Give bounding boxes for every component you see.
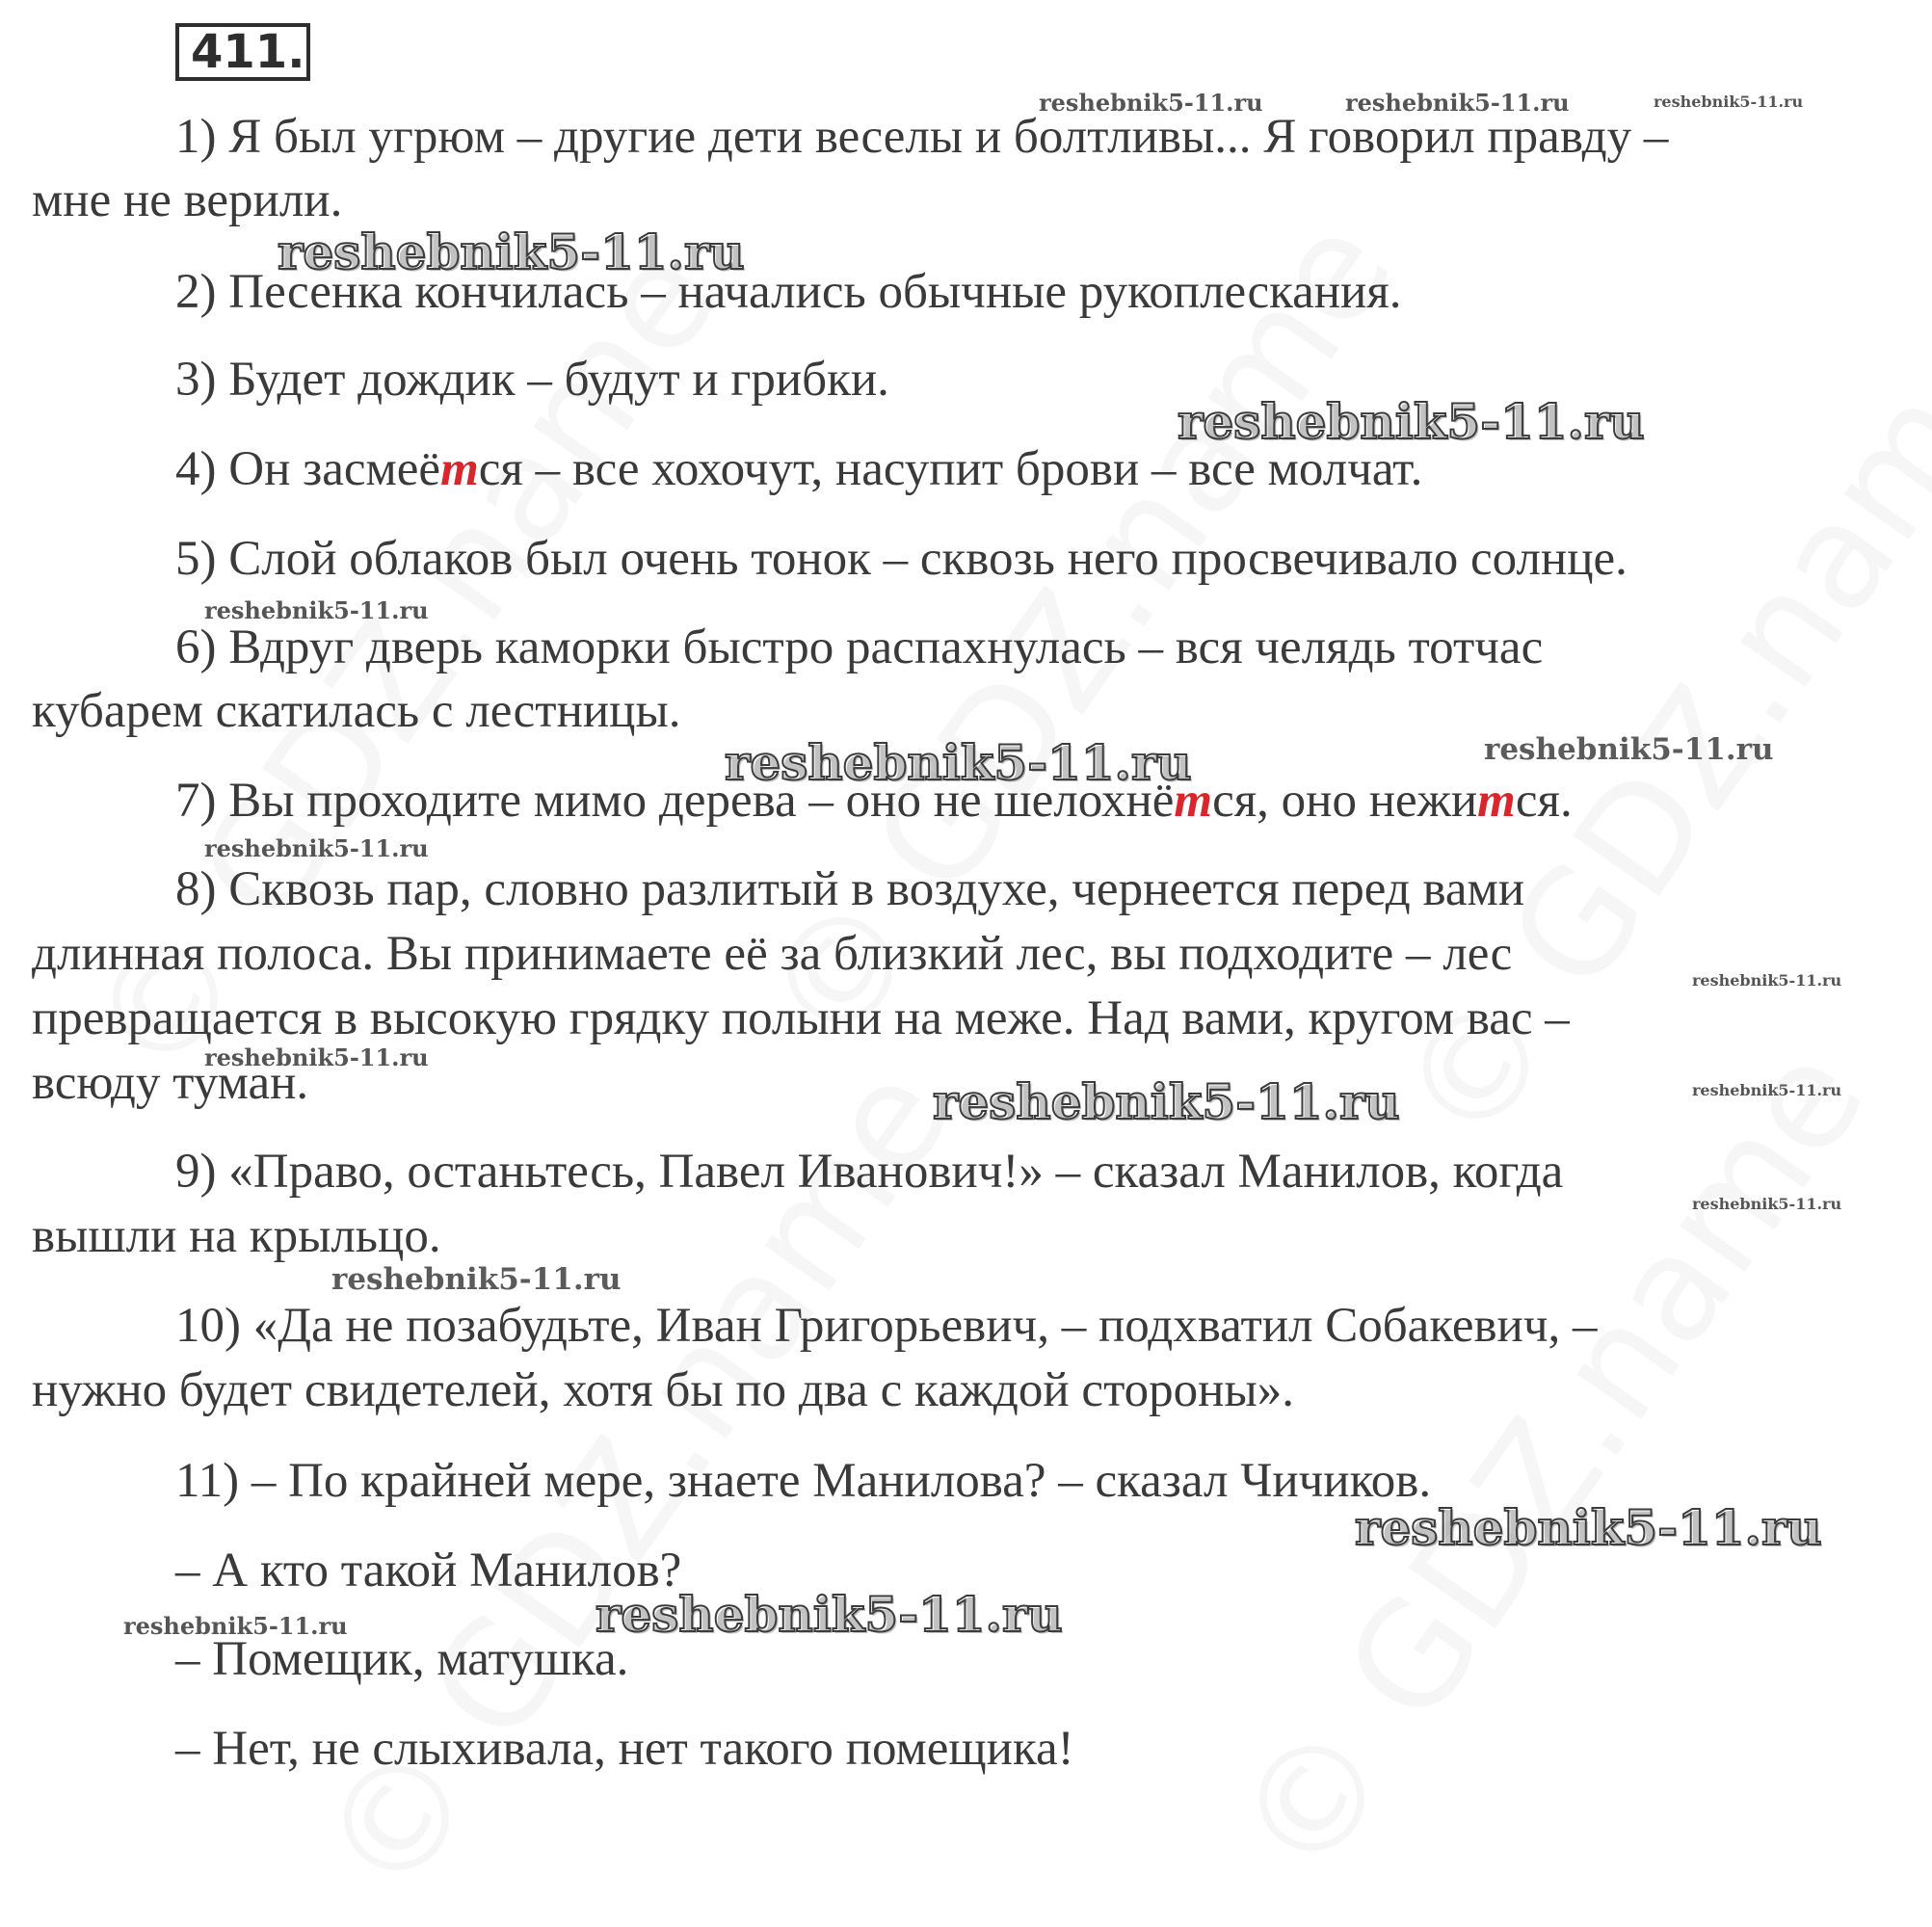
text-line bbox=[175, 1143, 1563, 1201]
site-watermark: reshebnik5-11.ru bbox=[1692, 1081, 1842, 1099]
text-line-content: 5) Слой облаков был очень тонок – сквозь него просвечивало солнце. bbox=[175, 532, 1628, 586]
text-line-content: – А кто такой Манилов? bbox=[175, 1544, 682, 1597]
text-line bbox=[32, 925, 1512, 983]
site-watermark: reshebnik5-11.ru bbox=[331, 1262, 622, 1297]
site-watermark: reshebnik5-11.ru bbox=[1345, 89, 1570, 117]
text-line-content: – Нет, не слыхивала, нет такого помещика! bbox=[175, 1722, 1074, 1776]
text-line-content: 1) Я был угрюм – другие дети веселы и болтливы... Я говорил правду – bbox=[175, 110, 1669, 164]
text-line bbox=[32, 682, 680, 740]
text-line-content: 10) «Да не позабудьте, Иван Григорьевич, – подхватил Собакевич, – bbox=[175, 1299, 1598, 1353]
highlighted-letter: т bbox=[1477, 774, 1516, 828]
site-watermark: reshebnik5-11.ru bbox=[1178, 393, 1645, 450]
text-line-content: вышли на крыльцо. bbox=[32, 1209, 441, 1263]
site-watermark: reshebnik5-11.ru bbox=[595, 1586, 1063, 1643]
text-line bbox=[32, 1361, 1294, 1419]
text-line-content: нужно будет свидетелей, хотя бы по два с каждой стороны». bbox=[32, 1363, 1294, 1417]
text-line-content: 2) Песенка кончилась – начались обычные рукоплескания. bbox=[175, 265, 1402, 319]
site-watermark: reshebnik5-11.ru bbox=[1039, 89, 1263, 117]
text-line bbox=[175, 860, 1524, 918]
text-line-content: длинная полоса. Вы принимаете её за близкий лес, вы подходите – лес bbox=[32, 927, 1513, 981]
text-line bbox=[32, 172, 342, 229]
exercise-number: 411. bbox=[175, 23, 310, 81]
text-line-content: превращается в высокую грядку полыни на меже. Над вами, кругом вас – bbox=[32, 991, 1570, 1045]
site-watermark: reshebnik5-11.ru bbox=[1484, 732, 1774, 767]
site-watermark: reshebnik5-11.ru bbox=[933, 1073, 1400, 1130]
site-watermark: reshebnik5-11.ru bbox=[204, 1043, 429, 1071]
text-line-content: мне не верили. bbox=[32, 173, 343, 227]
text-line-content: 9) «Право, останьтесь, Павел Иванович!» – сказал Манилов, когда bbox=[175, 1145, 1564, 1199]
text-line-content: – Помещик, матушка. bbox=[175, 1632, 629, 1686]
text-line-content: 6) Вдруг дверь каморки быстро распахнулась – вся челядь тотчас bbox=[175, 620, 1544, 674]
text-line bbox=[175, 351, 889, 409]
text-line-content: 4) Он засмеё bbox=[175, 442, 441, 496]
site-watermark: reshebnik5-11.ru bbox=[204, 596, 429, 624]
site-watermark: reshebnik5-11.ru bbox=[1692, 1195, 1842, 1213]
text-line-content: ся – все хохочут, насупит брови – все молчат. bbox=[478, 442, 1423, 496]
text-line bbox=[175, 1720, 1074, 1778]
site-watermark: reshebnik5-11.ru bbox=[278, 224, 745, 280]
text-line bbox=[175, 108, 1668, 166]
text-line bbox=[175, 530, 1628, 588]
site-watermark: reshebnik5-11.ru bbox=[123, 1612, 348, 1640]
text-line bbox=[32, 990, 1570, 1047]
text-line-content: 11) – По крайней мере, знаете Манилова? – сказал Чичиков. bbox=[175, 1454, 1432, 1508]
text-line-content: ся. bbox=[1515, 774, 1573, 828]
text-line-content: 7) Вы проходите мимо дерева – оно не шелохнё bbox=[175, 774, 1175, 828]
highlighted-letter: т bbox=[1174, 774, 1213, 828]
site-watermark: reshebnik5-11.ru bbox=[204, 834, 429, 862]
text-line-content: кубарем скатилась с лестницы. bbox=[32, 684, 681, 738]
site-watermark: reshebnik5-11.ru bbox=[1654, 92, 1804, 111]
site-watermark: reshebnik5-11.ru bbox=[725, 734, 1192, 791]
text-line-content: 8) Сквозь пар, словно разлитый в воздухе, чернеется перед вами bbox=[175, 862, 1525, 916]
text-line bbox=[175, 1452, 1431, 1510]
text-line bbox=[32, 1207, 441, 1265]
site-watermark: reshebnik5-11.ru bbox=[1355, 1499, 1822, 1556]
text-line bbox=[175, 1297, 1598, 1355]
text-line-content: ся, оно нежи bbox=[1212, 774, 1478, 828]
text-line-content: всюду туман. bbox=[32, 1056, 309, 1110]
highlighted-letter: т bbox=[440, 442, 479, 496]
site-watermark: reshebnik5-11.ru bbox=[1692, 971, 1842, 990]
text-line-content: 3) Будет дождик – будут и грибки. bbox=[175, 353, 889, 407]
text-line bbox=[175, 619, 1543, 676]
